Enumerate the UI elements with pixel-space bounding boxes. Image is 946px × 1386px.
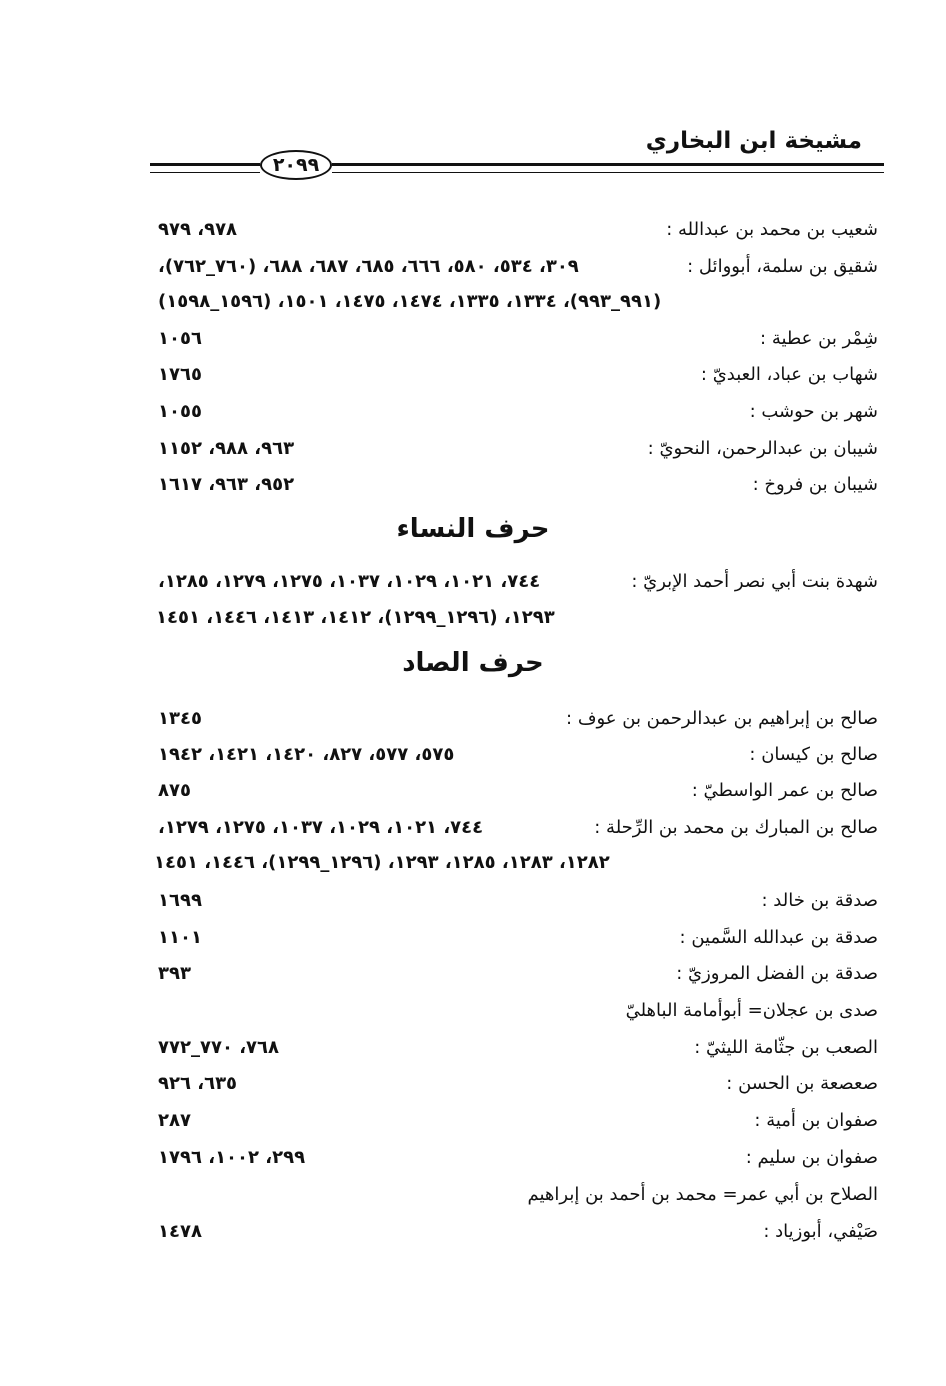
entry-pages: ٢٩٩، ١٠٠٢، ١٧٩٦ (158, 1147, 306, 1168)
entry-name: صفوان بن سليم : (745, 1147, 878, 1168)
entry-pages: ٩٦٣، ٩٨٨، ١١٥٢ (158, 438, 295, 459)
index-entry (158, 1066, 878, 1102)
entry-name: صالح بن إبراهيم بن عبدالرحمن بن عوف : (566, 708, 878, 729)
entry-name: صالح بن عمر الواسطيّ : (691, 780, 878, 801)
section-heading-sad: حرف الصاد (402, 648, 544, 678)
rule-right-line (332, 163, 884, 173)
entry-pages: ١٧٦٥ (158, 364, 202, 385)
entry-pages-continued: ١٢٩٣، (١٢٩٦_١٢٩٩)، ١٤١٢، ١٤١٣، ١٤٤٦، ١٤٥١ (156, 607, 555, 628)
index-entry (158, 1030, 878, 1066)
index-entry (158, 467, 878, 503)
entry-pages: ١٦٩٩ (158, 890, 202, 911)
entry-name: الصلاح بن أبي عمر= محمد بن أحمد بن إبراهيم (527, 1184, 878, 1205)
section-heading-nisa: حرف النساء (396, 514, 550, 544)
entry-pages: ٣٩٣ (158, 963, 191, 984)
entry-name: صدقة بن الفضل المروزيّ : (676, 963, 878, 984)
entry-name: صدى بن عجلان= أبوأمامة الباهليّ (625, 1000, 878, 1021)
rule-left-line (150, 163, 260, 173)
index-entry (158, 737, 878, 773)
index-entry (158, 1177, 878, 1213)
entry-name: شهاب بن عباد، العبديّ : (700, 364, 878, 385)
entry-pages-continued: ١٢٨٢، ١٢٨٣، ١٢٨٥، ١٢٩٣، (١٢٩٦_١٢٩٩)، ١٤٤٦، ١٤٥١ (154, 852, 610, 873)
entry-name: صالح بن كيسان : (749, 744, 878, 765)
entry-pages: ١٠٥٥ (158, 401, 202, 422)
index-entry (158, 1214, 878, 1250)
entry-pages: ٨٧٥ (158, 780, 191, 801)
index-entry (158, 394, 878, 430)
entry-name: صالح بن المبارك بن محمد بن الرِّحلة : (594, 817, 878, 838)
index-entry (158, 773, 878, 809)
entry-pages: ٢٨٧ (158, 1110, 191, 1131)
entry-pages: ١١٠١ (158, 927, 202, 948)
entry-name: صعصعة بن الحسن : (726, 1073, 878, 1094)
entry-pages: ٣٠٩، ٥٣٤، ٥٨٠، ٦٦٦، ٦٨٥، ٦٨٧، ٦٨٨، (٧٦٠_٧٦٢)، (158, 256, 579, 277)
entry-pages: ٥٧٥، ٥٧٧، ٨٢٧، ١٤٢٠، ١٤٢١، ١٩٤٢ (158, 744, 455, 765)
entry-pages: ١٣٤٥ (158, 708, 202, 729)
index-entry (158, 810, 878, 846)
entry-name: شقيق بن سلمة، أبووائل : (687, 256, 878, 277)
entry-pages: ٩٧٨، ٩٧٩ (158, 219, 238, 240)
index-entry (158, 564, 878, 600)
entry-name: الصعب بن جثّامة الليثيّ : (694, 1037, 878, 1058)
entry-name: صفوان بن أمية : (754, 1110, 878, 1131)
entry-pages: ٧٦٨، ٧٧٠_٧٧٢ (158, 1037, 280, 1058)
index-entry (158, 431, 878, 467)
entry-pages: ٦٣٥، ٩٢٦ (158, 1073, 238, 1094)
index-entry (158, 956, 878, 992)
entry-pages: ٩٥٢، ٩٦٣، ١٦١٧ (158, 474, 295, 495)
entry-name: صدقة بن عبدالله السَّمين : (679, 927, 878, 948)
entry-name: شِمْر بن عطية : (760, 328, 878, 349)
entry-name: صدقة بن خالد : (761, 890, 878, 911)
index-entry (158, 920, 878, 956)
index-entry (158, 701, 878, 737)
index-entry (158, 321, 878, 357)
entry-name: شعيب بن محمد بن عبدالله : (666, 219, 878, 240)
entry-pages-continued: (٩٩١_٩٩٣)، ١٣٣٤، ١٣٣٥، ١٤٧٤، ١٤٧٥، ١٥٠١، (١٥٩٦_١٥٩٨) (158, 291, 662, 312)
index-entry (158, 993, 878, 1029)
entry-pages: ١٠٥٦ (158, 328, 202, 349)
index-entry (158, 212, 878, 248)
index-entry (158, 357, 878, 393)
index-entry (158, 1140, 878, 1176)
index-entry (158, 1103, 878, 1139)
index-entry (158, 249, 878, 285)
entry-name: شهدة بنت أبي نصر أحمد الإبريّ : (631, 571, 878, 592)
entry-name: شهر بن حوشب : (749, 401, 878, 422)
entry-pages: ٧٤٤، ١٠٢١، ١٠٢٩، ١٠٣٧، ١٢٧٥، ١٢٧٩، (158, 817, 484, 838)
header-rule (150, 150, 884, 184)
running-title: مشيخة ابن البخاري (645, 128, 862, 154)
entry-pages: ١٤٧٨ (158, 1221, 202, 1242)
index-entry (158, 883, 878, 919)
entry-name: شيبان بن فروخ : (752, 474, 878, 495)
entry-name: صَيْفي، أبوزياد : (763, 1221, 878, 1242)
entry-name: شيبان بن عبدالرحمن، النحويّ : (647, 438, 878, 459)
page-number: ٢٠٩٩ (260, 150, 332, 180)
entry-pages: ٧٤٤، ١٠٢١، ١٠٢٩، ١٠٣٧، ١٢٧٥، ١٢٧٩، ١٢٨٥، (158, 571, 541, 592)
